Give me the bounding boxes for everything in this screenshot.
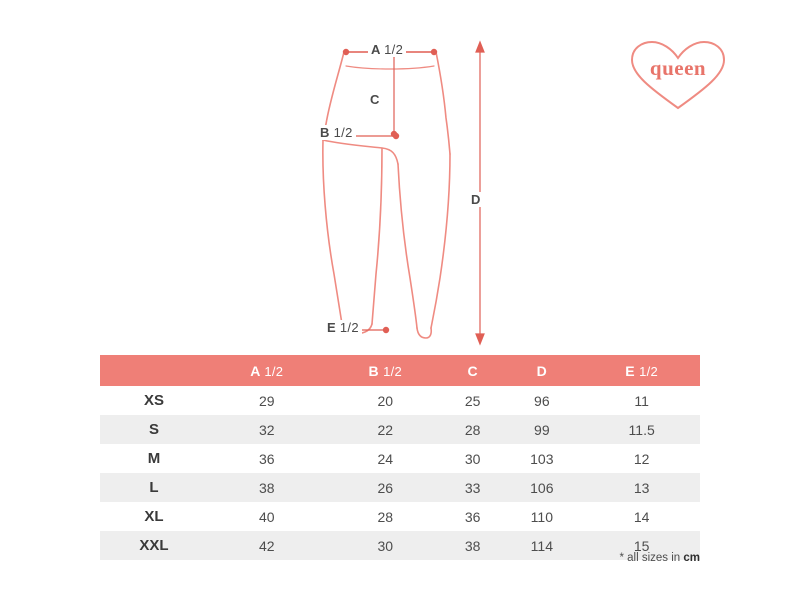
cell-a: 38 — [208, 473, 326, 502]
table-header-size — [100, 355, 208, 386]
dim-label-b: B 1/2 — [317, 125, 356, 140]
table-header-d: D — [500, 355, 583, 386]
table-header-c: C — [445, 355, 500, 386]
table-row — [100, 415, 700, 444]
cell-c: 33 — [445, 473, 500, 502]
row-size-label: L — [100, 473, 208, 502]
cell-d: 99 — [500, 415, 583, 444]
cell-a: 32 — [208, 415, 326, 444]
cell-e: 11 — [583, 386, 700, 415]
cell-b: 20 — [326, 386, 445, 415]
cell-c: 30 — [445, 444, 500, 473]
cell-a: 36 — [208, 444, 326, 473]
table-row — [100, 386, 700, 415]
units-footnote — [0, 552, 700, 564]
leggings-measurement-diagram — [300, 20, 530, 350]
row-size-label: XS — [100, 386, 208, 415]
cell-a: 29 — [208, 386, 326, 415]
cell-b: 22 — [326, 415, 445, 444]
cell-b: 26 — [326, 473, 445, 502]
table-row — [100, 502, 700, 531]
cell-a: 42 — [208, 531, 326, 560]
cell-a: 40 — [208, 502, 326, 531]
table-header-b: B 1/2 — [326, 355, 445, 386]
size-table — [100, 355, 700, 560]
row-size-label: XL — [100, 502, 208, 531]
table-header-a: A 1/2 — [208, 355, 326, 386]
cell-e: 14 — [583, 502, 700, 531]
dim-label-a: A 1/2 — [368, 42, 406, 57]
cell-c: 28 — [445, 415, 500, 444]
cell-c: 25 — [445, 386, 500, 415]
row-size-label: M — [100, 444, 208, 473]
table-row — [100, 473, 700, 502]
table-header — [100, 355, 700, 386]
row-size-label: XXL — [100, 531, 208, 560]
cell-d: 106 — [500, 473, 583, 502]
dim-label-e: E 1/2 — [324, 320, 362, 335]
dim-label-c: C — [367, 92, 383, 107]
cell-e: 11.5 — [583, 415, 700, 444]
cell-e: 13 — [583, 473, 700, 502]
brand-name: queen — [649, 56, 707, 80]
row-size-label: S — [100, 415, 208, 444]
cell-d: 114 — [500, 531, 583, 560]
cell-b: 30 — [326, 531, 445, 560]
cell-d: 103 — [500, 444, 583, 473]
table-header-e: E 1/2 — [583, 355, 700, 386]
cell-e: 15 — [583, 531, 700, 560]
table-row — [100, 444, 700, 473]
footnote-prefix: * all sizes in — [619, 552, 684, 564]
cell-e: 12 — [583, 444, 700, 473]
cell-d: 96 — [500, 386, 583, 415]
table-header-row — [100, 355, 700, 386]
brand-logo — [618, 36, 738, 114]
dim-label-d: D — [468, 192, 484, 207]
leggings-outline-svg — [300, 20, 530, 350]
table-body — [100, 386, 700, 560]
cell-d: 110 — [500, 502, 583, 531]
cell-c: 38 — [445, 531, 500, 560]
cell-b: 24 — [326, 444, 445, 473]
cell-c: 36 — [445, 502, 500, 531]
cell-b: 28 — [326, 502, 445, 531]
footnote-unit: cm — [683, 552, 700, 564]
